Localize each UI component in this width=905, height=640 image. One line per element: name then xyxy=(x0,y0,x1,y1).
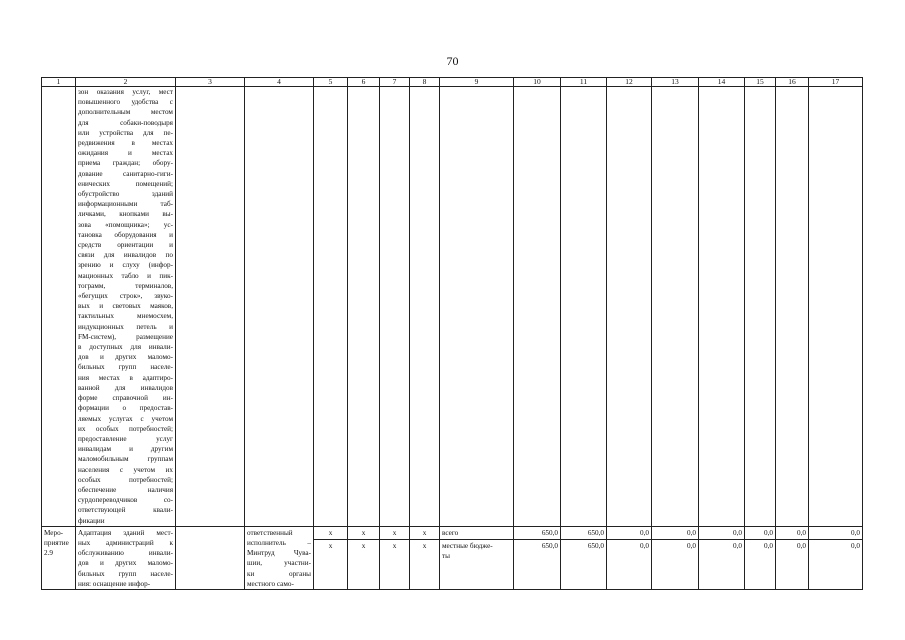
text-line: местные бюдже- xyxy=(442,541,493,550)
measure-label xyxy=(42,526,76,589)
text-line: Меро- xyxy=(44,528,64,537)
text-line: ки органы xyxy=(247,569,311,578)
text-line: тановка оборудования и xyxy=(78,230,173,239)
text-line: тактильных мнемосхем, xyxy=(78,312,173,321)
text-line: FM-систем), размещение xyxy=(78,332,173,341)
value-cell: 650,0 xyxy=(561,526,607,539)
column-number: 9 xyxy=(440,78,514,87)
mark-cell: x xyxy=(410,539,440,589)
text-line: «бегущих строк», звуко- xyxy=(78,292,173,301)
text-line: индукционных петель и xyxy=(78,322,173,331)
column-number: 7 xyxy=(380,78,410,87)
text-line: для собаки-поводыря xyxy=(78,118,173,127)
text-line: фикации xyxy=(78,516,105,525)
text-line: Минтруд Чува- xyxy=(247,549,311,558)
text-line: бильных групп населе- xyxy=(78,363,173,372)
value-cell: 0,0 xyxy=(652,526,699,539)
continuation-row xyxy=(42,87,863,527)
text-line: ния: оснащение инфор- xyxy=(78,579,151,588)
funding-source xyxy=(440,526,514,539)
text-line: дов и других маломо- xyxy=(78,559,173,568)
column-number: 1 xyxy=(42,78,76,87)
text-line: редвижения в местах xyxy=(78,139,173,148)
text-line: обустройство зданий xyxy=(78,190,173,199)
column-number: 8 xyxy=(410,78,440,87)
column-number: 13 xyxy=(652,78,699,87)
value-cell: 650,0 xyxy=(514,539,561,589)
text-line: вых и световых маяков, xyxy=(78,302,173,311)
text-line: ванной для инвалидов xyxy=(78,383,173,392)
text-line: ответствующей квали- xyxy=(78,506,173,515)
mark-cell: x xyxy=(380,539,410,589)
page-number: 70 xyxy=(446,54,459,68)
text-line: ных администраций к xyxy=(78,538,173,547)
text-line: 2.9 xyxy=(44,549,53,558)
text-line: средств ориентации и xyxy=(78,241,173,250)
value-cell: 650,0 xyxy=(561,539,607,589)
value-cell: 0,0 xyxy=(745,539,776,589)
measure-description xyxy=(76,526,176,589)
column-number: 5 xyxy=(314,78,348,87)
text-line: зон оказания услуг, мест xyxy=(78,88,173,96)
text-line: их особых потребностей; xyxy=(78,424,173,433)
text-line: зова «помощника»; ус- xyxy=(78,220,173,229)
value-cell: 0,0 xyxy=(776,526,809,539)
text-line: предоставление услуг xyxy=(78,434,173,443)
text-line: Адаптация зданий мест- xyxy=(78,528,173,537)
text-line: дование санитарно-гиги- xyxy=(78,169,173,178)
text-line: всего xyxy=(442,528,459,537)
mark-cell: x xyxy=(348,539,380,589)
text-line: местного само- xyxy=(247,579,294,588)
mark-cell: x xyxy=(410,526,440,539)
column-number: 16 xyxy=(776,78,809,87)
text-line: повышенного удобства с xyxy=(78,98,173,107)
text-line: или устройства для пе- xyxy=(78,128,173,137)
column-number: 14 xyxy=(699,78,745,87)
mark-cell: x xyxy=(380,526,410,539)
column-number: 10 xyxy=(514,78,561,87)
text-line: ответственный xyxy=(247,528,293,537)
column-number: 6 xyxy=(348,78,380,87)
measure-executor xyxy=(245,526,314,589)
text-line: личками, кнопками вы- xyxy=(78,210,173,219)
text-line: ты xyxy=(442,552,450,561)
value-cell: 0,0 xyxy=(745,526,776,539)
value-cell: 0,0 xyxy=(607,539,652,589)
column-number: 15 xyxy=(745,78,776,87)
text-line: мационных табло и пик- xyxy=(78,271,173,280)
text-line: шии, участни- xyxy=(247,559,311,568)
value-cell: 0,0 xyxy=(652,539,699,589)
continuation-description xyxy=(76,87,176,527)
text-line: зрению и слуху (инфор- xyxy=(78,261,173,270)
text-line: бильных групп населе- xyxy=(78,569,173,578)
mark-cell: x xyxy=(348,526,380,539)
column-number: 4 xyxy=(245,78,314,87)
text-line: особых потребностей; xyxy=(78,475,173,484)
text-line: обеспечение наличия xyxy=(78,485,173,494)
column-number: 12 xyxy=(607,78,652,87)
text-line: информационными таб- xyxy=(78,200,173,209)
text-line: приятие xyxy=(44,538,69,547)
program-table xyxy=(41,77,863,590)
value-cell: 0,0 xyxy=(699,526,745,539)
text-line: приема граждан; обору- xyxy=(78,159,173,168)
measure-row-total xyxy=(42,526,863,539)
text-line: исполнитель – xyxy=(247,538,311,547)
empty-cell xyxy=(176,526,245,589)
column-number: 11 xyxy=(561,78,607,87)
mark-cell: x xyxy=(314,526,348,539)
text-line: ожидания и местах xyxy=(78,149,173,158)
text-line: ния местах в адаптиро- xyxy=(78,373,173,382)
funding-source xyxy=(440,539,514,589)
text-line: дов и других маломо- xyxy=(78,353,173,362)
text-line: формации о предостав- xyxy=(78,404,173,413)
text-line: сурдопереводчиков со- xyxy=(78,496,173,505)
value-cell: 0,0 xyxy=(699,539,745,589)
text-line: населения с учетом их xyxy=(78,465,173,474)
text-line: связи для инвалидов по xyxy=(78,251,173,260)
text-line: в доступных для инвали- xyxy=(78,343,173,352)
text-line: обслуживанию инвали- xyxy=(78,549,173,558)
text-line: инвалидам и другим xyxy=(78,445,173,454)
text-line: маломобильным группам xyxy=(78,455,173,464)
text-line: тограмм, терминалов, xyxy=(78,281,173,290)
mark-cell: x xyxy=(314,539,348,589)
value-cell: 0,0 xyxy=(809,539,863,589)
text-line: ляемых услугах с учетом xyxy=(78,414,173,423)
column-number: 3 xyxy=(176,78,245,87)
value-cell: 650,0 xyxy=(514,526,561,539)
text-line: форме справочной ин- xyxy=(78,394,173,403)
value-cell: 0,0 xyxy=(809,526,863,539)
column-number: 2 xyxy=(76,78,176,87)
column-number-row xyxy=(42,78,863,87)
column-number: 17 xyxy=(809,78,863,87)
value-cell: 0,0 xyxy=(607,526,652,539)
text-line: дополнительным местом xyxy=(78,108,173,117)
text-line: енических помещений; xyxy=(78,179,173,188)
value-cell: 0,0 xyxy=(776,539,809,589)
